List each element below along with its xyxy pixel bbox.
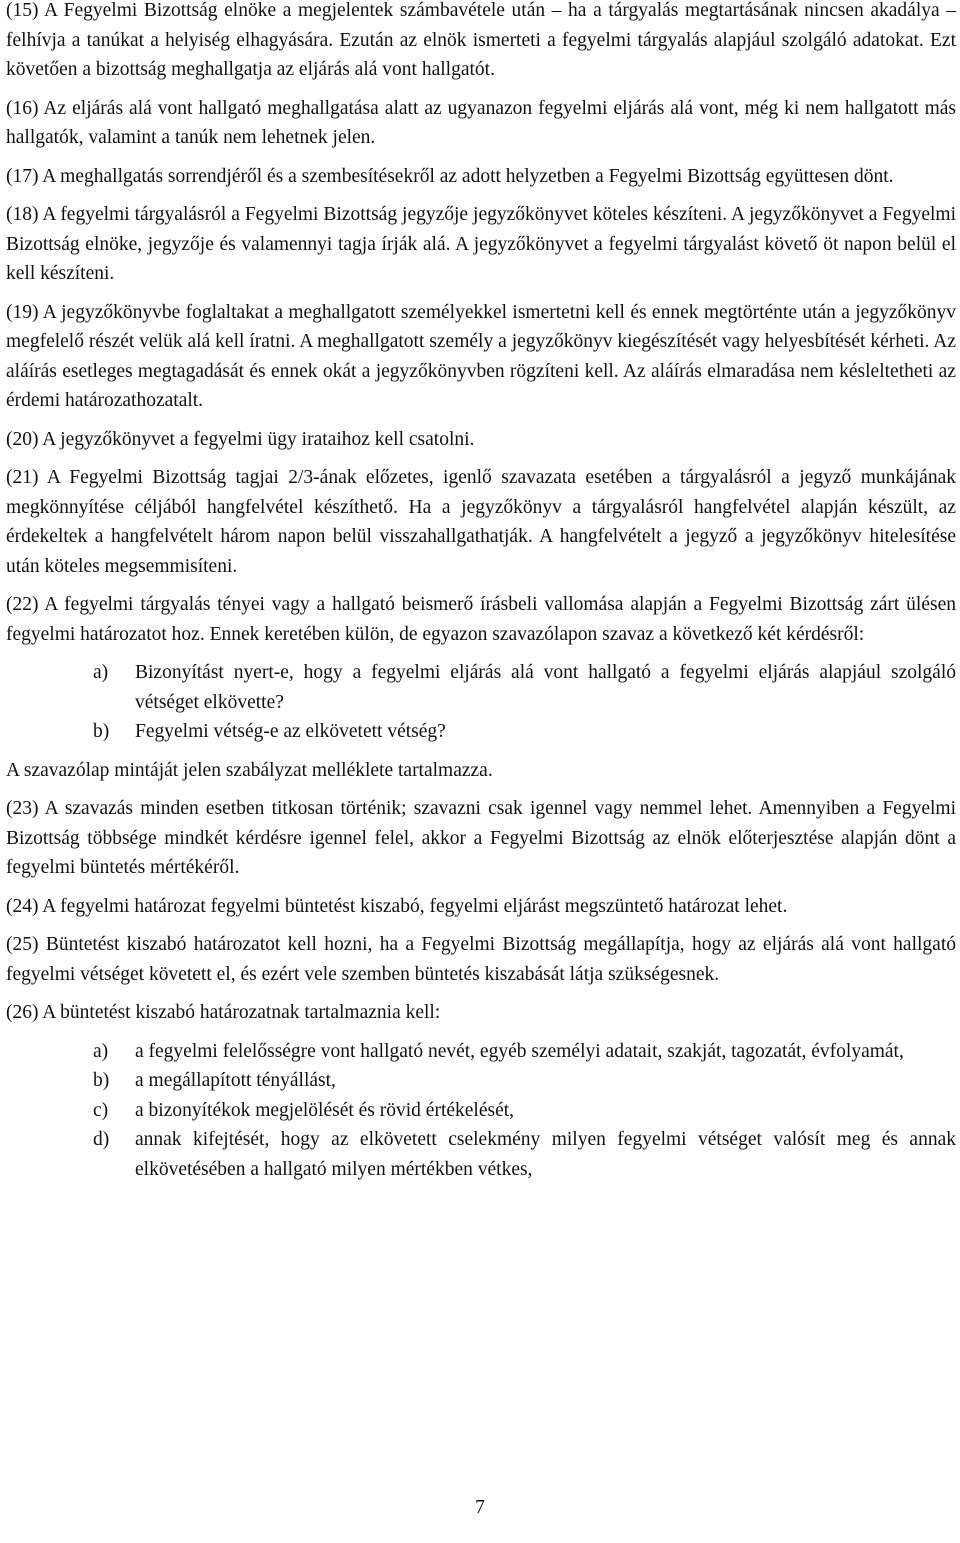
paragraph-22-note: A szavazólap mintáját jelen szabályzat melléklete tartalmazza. bbox=[6, 759, 493, 781]
paragraph-20: (20) A jegyzőkönyvet a fegyelmi ügy irataihoz kell csatolni. bbox=[6, 428, 475, 450]
list-marker: b) bbox=[93, 1070, 110, 1091]
list-text: a megállapított tényállást, bbox=[135, 1070, 336, 1091]
list-item bbox=[6, 1125, 956, 1184]
document-page bbox=[6, 0, 956, 1193]
paragraph-15: (15) A Fegyelmi Bizottság elnöke a megjelentek számbavétele után – ha a tárgyalás megtartásának nincsen akadálya – felhívja a tanúkat a helyiség elhagyására. Ezután az elnök ismerteti a fegyelmi tárgyalás alapjául szolgáló adatokat. Ezt követően a bizottság meghallgatja az eljárás alá vont hallgatót. bbox=[6, 0, 956, 80]
paragraph-16: (16) Az eljárás alá vont hallgató meghallgatása alatt az ugyanazon fegyelmi eljárás alá vont, még ki nem hallgatott más hallgatók, valamint a tanúk nem lehetnek jelen. bbox=[6, 97, 956, 148]
list-text: Bizonyítást nyert-e, hogy a fegyelmi eljárás alá vont hallgató a fegyelmi eljárás alapjául szolgáló vétséget elkövette? bbox=[135, 662, 956, 713]
list-marker: a) bbox=[93, 1040, 109, 1062]
paragraph-24: (24) A fegyelmi határozat fegyelmi büntetést kiszabó, fegyelmi eljárást megszüntető határozat lehet. bbox=[6, 895, 788, 917]
list-text: annak kifejtését, hogy az elkövetett cselekmény milyen fegyelmi vétséget valósít meg és annak elkövetésében a hallgató milyen mértékben vétkes, bbox=[135, 1129, 956, 1180]
list-item bbox=[6, 717, 956, 747]
page-number: 7 bbox=[475, 1497, 485, 1518]
list-text: a fegyelmi felelősségre vont hallgató nevét, egyéb személyi adatait, szakját, tagozatát, évfolyamát, bbox=[135, 1040, 904, 1062]
paragraph-25: (25) Büntetést kiszabó határozatot kell hozni, ha a Fegyelmi Bizottság megállapítja, hogy az eljárás alá vont hallgató fegyelmi vétséget követett el, és ezért vele szemben büntetés kiszabását látja szükségesnek. bbox=[6, 934, 956, 985]
paragraph-18: (18) A fegyelmi tárgyalásról a Fegyelmi Bizottság jegyzője jegyzőkönyvet köteles készíteni. A jegyzőkönyvet a Fegyelmi Bizottság elnöke, jegyzője és valamennyi tagja írják alá. A jegyzőkönyvet a fegyelmi tárgyalást követő öt napon belül el kell készíteni. bbox=[6, 204, 956, 284]
list-marker: c) bbox=[93, 1099, 109, 1121]
paragraph-22: (22) A fegyelmi tárgyalás tényei vagy a hallgató beismerő írásbeli vallomása alapján a Fegyelmi Bizottság zárt ülésen fegyelmi határozatot hoz. Ennek keretében külön, de egyazon szavazólapon szavaz a következő két kérdésről: bbox=[6, 594, 956, 645]
list-text: a bizonyítékok megjelölését és rövid értékelését, bbox=[135, 1099, 515, 1121]
paragraph-26: (26) A büntetést kiszabó határozatnak tartalmaznia kell: bbox=[6, 1002, 441, 1023]
paragraph-17: (17) A meghallgatás sorrendjéről és a szembesítésekről az adott helyzetben a Fegyelmi Bizottság együttesen dönt. bbox=[6, 165, 894, 187]
paragraph-23: (23) A szavazás minden esetben titkosan történik; szavazni csak igennel vagy nemmel lehet. Amennyiben a Fegyelmi Bizottság többsége mindkét kérdésre igennel felel, akkor a Fegyelmi Bizottság az elnök előterjesztése alapján dönt a fegyelmi büntetés mértékéről. bbox=[6, 798, 956, 878]
paragraph-19: (19) A jegyzőkönyvbe foglaltakat a meghallgatott személyekkel ismertetni kell és ennek megtörténte után a jegyzőkönyv megfelelő részét velük alá kell íratni. A meghallgatott személy a jegyzőkönyv kiegészítését vagy helyesbítését kérheti. Az aláírás esetleges megtagadását és ennek okát a jegyzőkönyvben rögzíteni kell. Az aláírás elmaradása nem késleltetheti az érdemi határozathozatalt. bbox=[6, 301, 956, 411]
list-marker: b) bbox=[93, 721, 110, 742]
list-marker: a) bbox=[93, 662, 109, 683]
list-item bbox=[6, 1096, 956, 1126]
list-marker: d) bbox=[93, 1129, 110, 1150]
list-item bbox=[6, 1066, 956, 1096]
list-item bbox=[6, 1037, 956, 1067]
list-text: Fegyelmi vétség-e az elkövetett vétség? bbox=[135, 721, 446, 742]
paragraph-21: (21) A Fegyelmi Bizottság tagjai 2/3-ának előzetes, igenlő szavazata esetében a tárgyalásról a jegyző munkájának megkönnyítése céljából hangfelvétel készíthető. Ha a jegyzőkönyv a tárgyalásról hangfelvétel alapján készült, az érdekeltek a hangfelvételt három napon belül visszahallgathatják. A hangfelvételt a jegyző a jegyzőkönyv hitelesítése után köteles megsemmisíteni. bbox=[6, 467, 956, 577]
voting-questions-list bbox=[6, 658, 956, 747]
decision-contents-list bbox=[6, 1037, 956, 1185]
list-item bbox=[6, 658, 956, 717]
